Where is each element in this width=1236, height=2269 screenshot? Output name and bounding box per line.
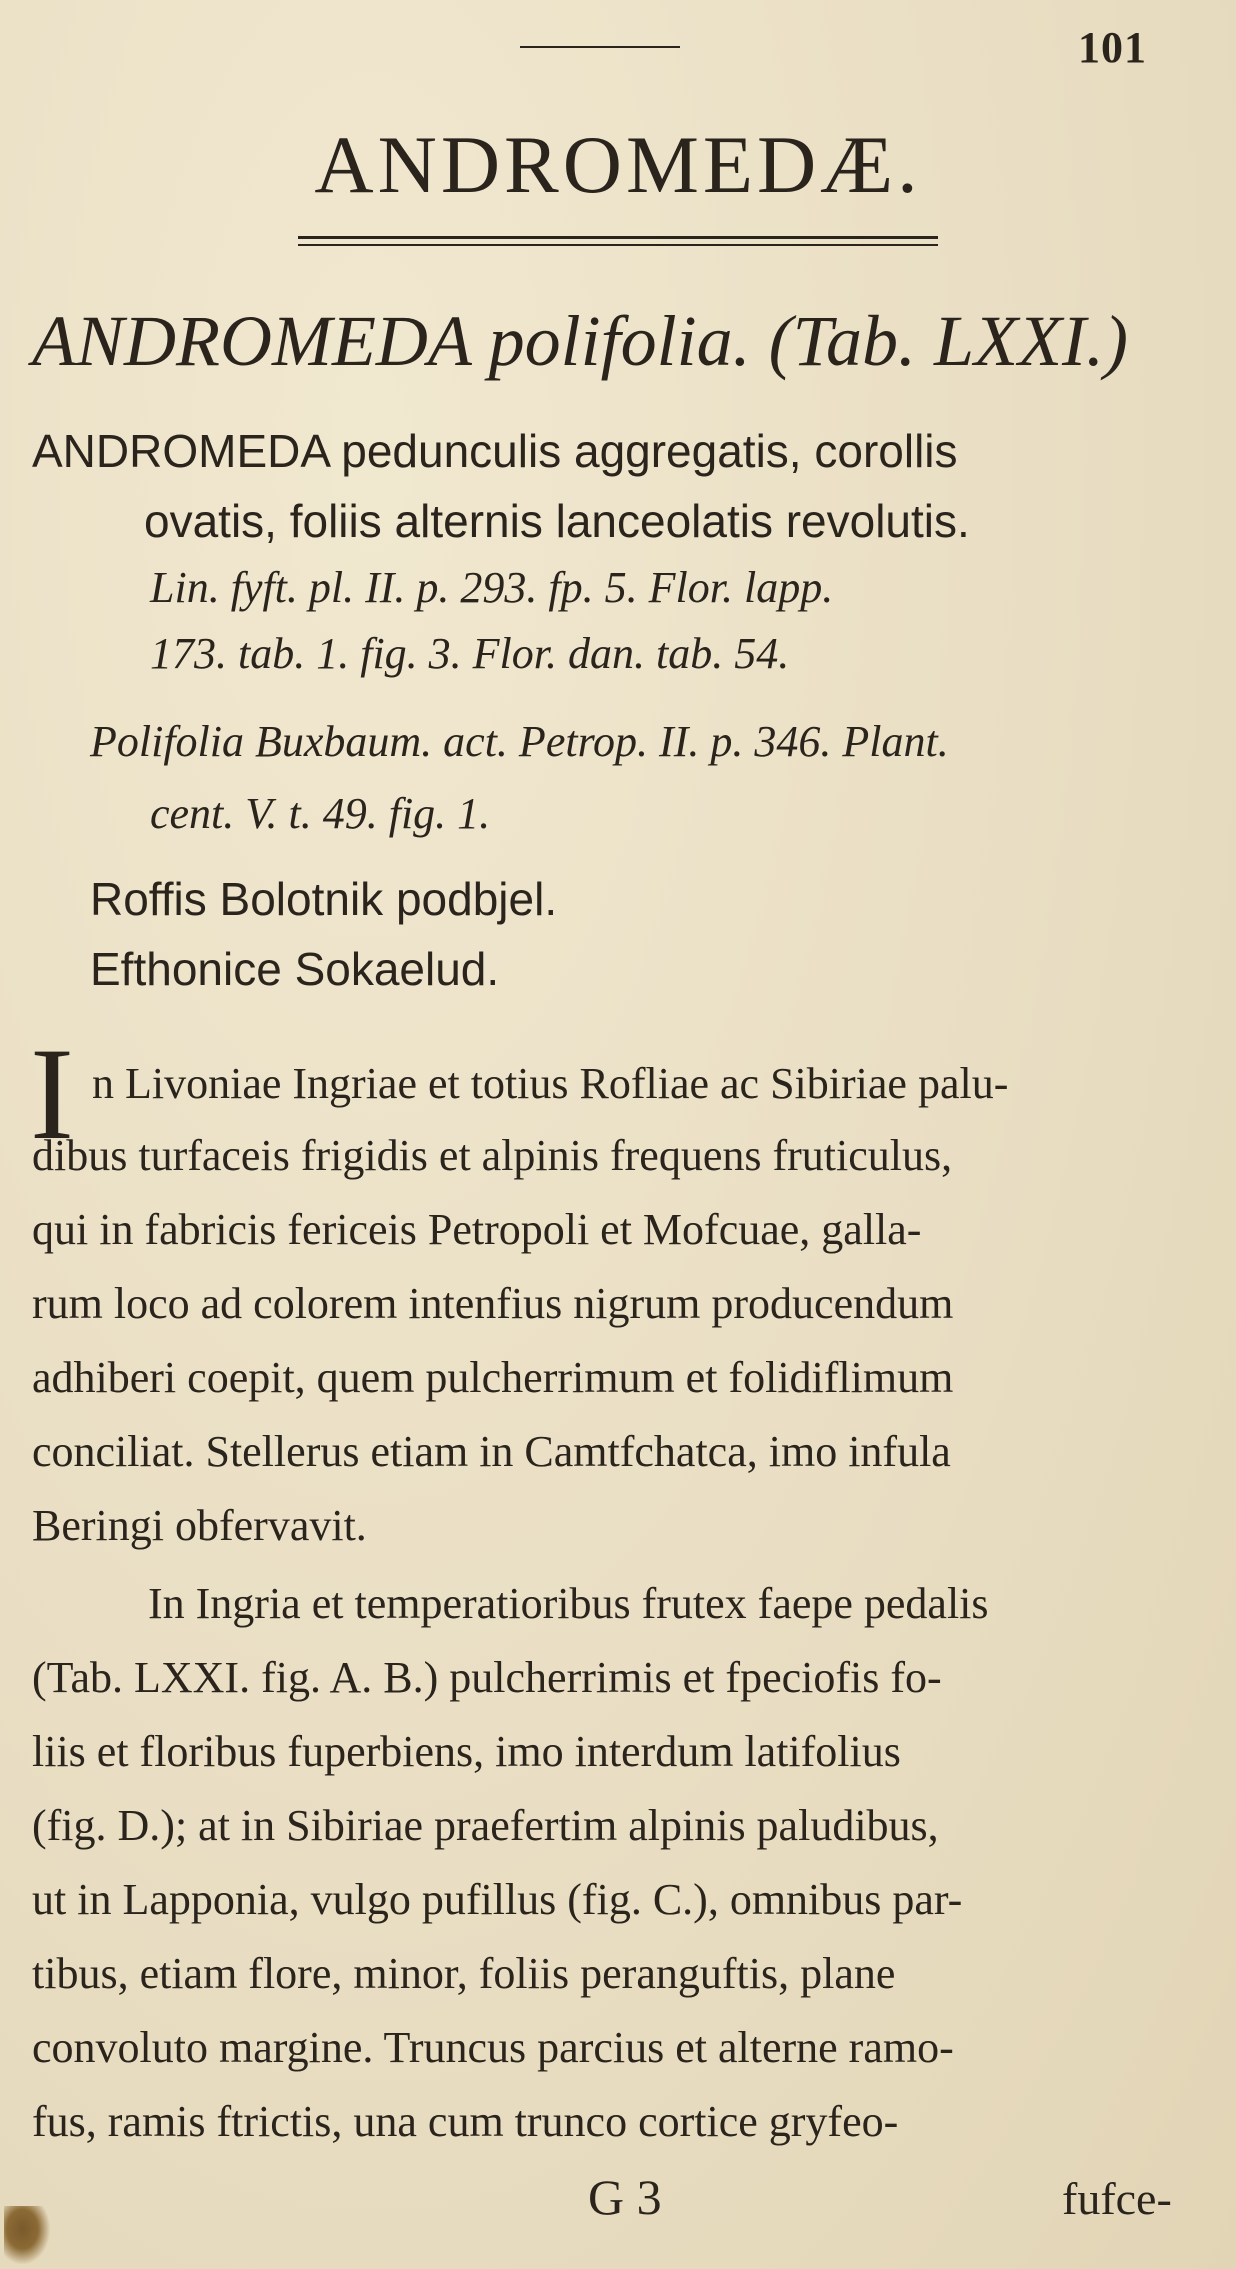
body-line: Beringi obfervavit. bbox=[32, 1501, 367, 1550]
body-line: rum loco ad colorem intenfius nigrum producendum bbox=[32, 1279, 954, 1328]
synonymy-line: Polifolia Buxbaum. act. Petrop. II. p. 346. Plant. bbox=[90, 717, 949, 766]
page-number: 101 bbox=[1078, 23, 1147, 72]
ink-blot bbox=[4, 2206, 50, 2264]
vernacular-name: Roffis Bolotnik podbjel. bbox=[90, 873, 558, 925]
synonymy-line: ovatis, foliis alternis lanceolatis revolutis. bbox=[144, 495, 970, 547]
running-title: ANDROMEDÆ. bbox=[314, 119, 922, 210]
synonymy-line: ANDROMEDA pedunculis aggregatis, corollis bbox=[32, 425, 958, 477]
synonymy-line: Lin. fyft. pl. II. p. 293. fp. 5. Flor. lapp. bbox=[150, 563, 834, 612]
body-line: ut in Lapponia, vulgo pufillus (fig. C.), omnibus par- bbox=[32, 1875, 963, 1924]
body-line: fus, ramis ftrictis, una cum trunco cortice gryfeo- bbox=[32, 2097, 899, 2146]
drop-cap: I bbox=[30, 1020, 74, 1167]
body-line: (fig. D.); at in Sibiriae praefertim alpinis paludibus, bbox=[32, 1801, 939, 1850]
body-line: adhiberi coepit, quem pulcherrimum et folidiflimum bbox=[32, 1353, 954, 1402]
species-heading: ANDROMEDA polifolia. (Tab. LXXI.) bbox=[32, 301, 1128, 381]
catchword: fufce- bbox=[1062, 2173, 1172, 2224]
body-line: qui in fabricis fericeis Petropoli et Mofcuae, galla- bbox=[32, 1205, 922, 1254]
title-rule bbox=[298, 236, 938, 239]
body-line: dibus turfaceis frigidis et alpinis frequens fruticulus, bbox=[32, 1131, 953, 1180]
header-rule bbox=[520, 46, 680, 48]
title-rule-thin bbox=[298, 244, 938, 246]
vernacular-name: Efthonice Sokaelud. bbox=[90, 943, 500, 995]
body-line: tibus, etiam flore, minor, foliis peranguftis, plane bbox=[32, 1949, 896, 1998]
body-line: (Tab. LXXI. fig. A. B.) pulcherrimis et fpeciofis fo- bbox=[32, 1653, 942, 1702]
synonymy-line: 173. tab. 1. fig. 3. Flor. dan. tab. 54. bbox=[150, 629, 790, 678]
body-line: n Livoniae Ingriae et totius Rofliae ac Sibiriae palu- bbox=[92, 1059, 1009, 1108]
body-line: conciliat. Stellerus etiam in Camtfchatca, imo infula bbox=[32, 1427, 951, 1476]
body-line: liis et floribus fuperbiens, imo interdum latifolius bbox=[32, 1727, 901, 1776]
body-line: In Ingria et temperatioribus frutex faepe pedalis bbox=[148, 1579, 989, 1628]
signature-mark: G 3 bbox=[588, 2169, 662, 2225]
body-line: convoluto margine. Truncus parcius et alterne ramo- bbox=[32, 2023, 954, 2072]
synonymy-line: cent. V. t. 49. fig. 1. bbox=[150, 789, 491, 838]
